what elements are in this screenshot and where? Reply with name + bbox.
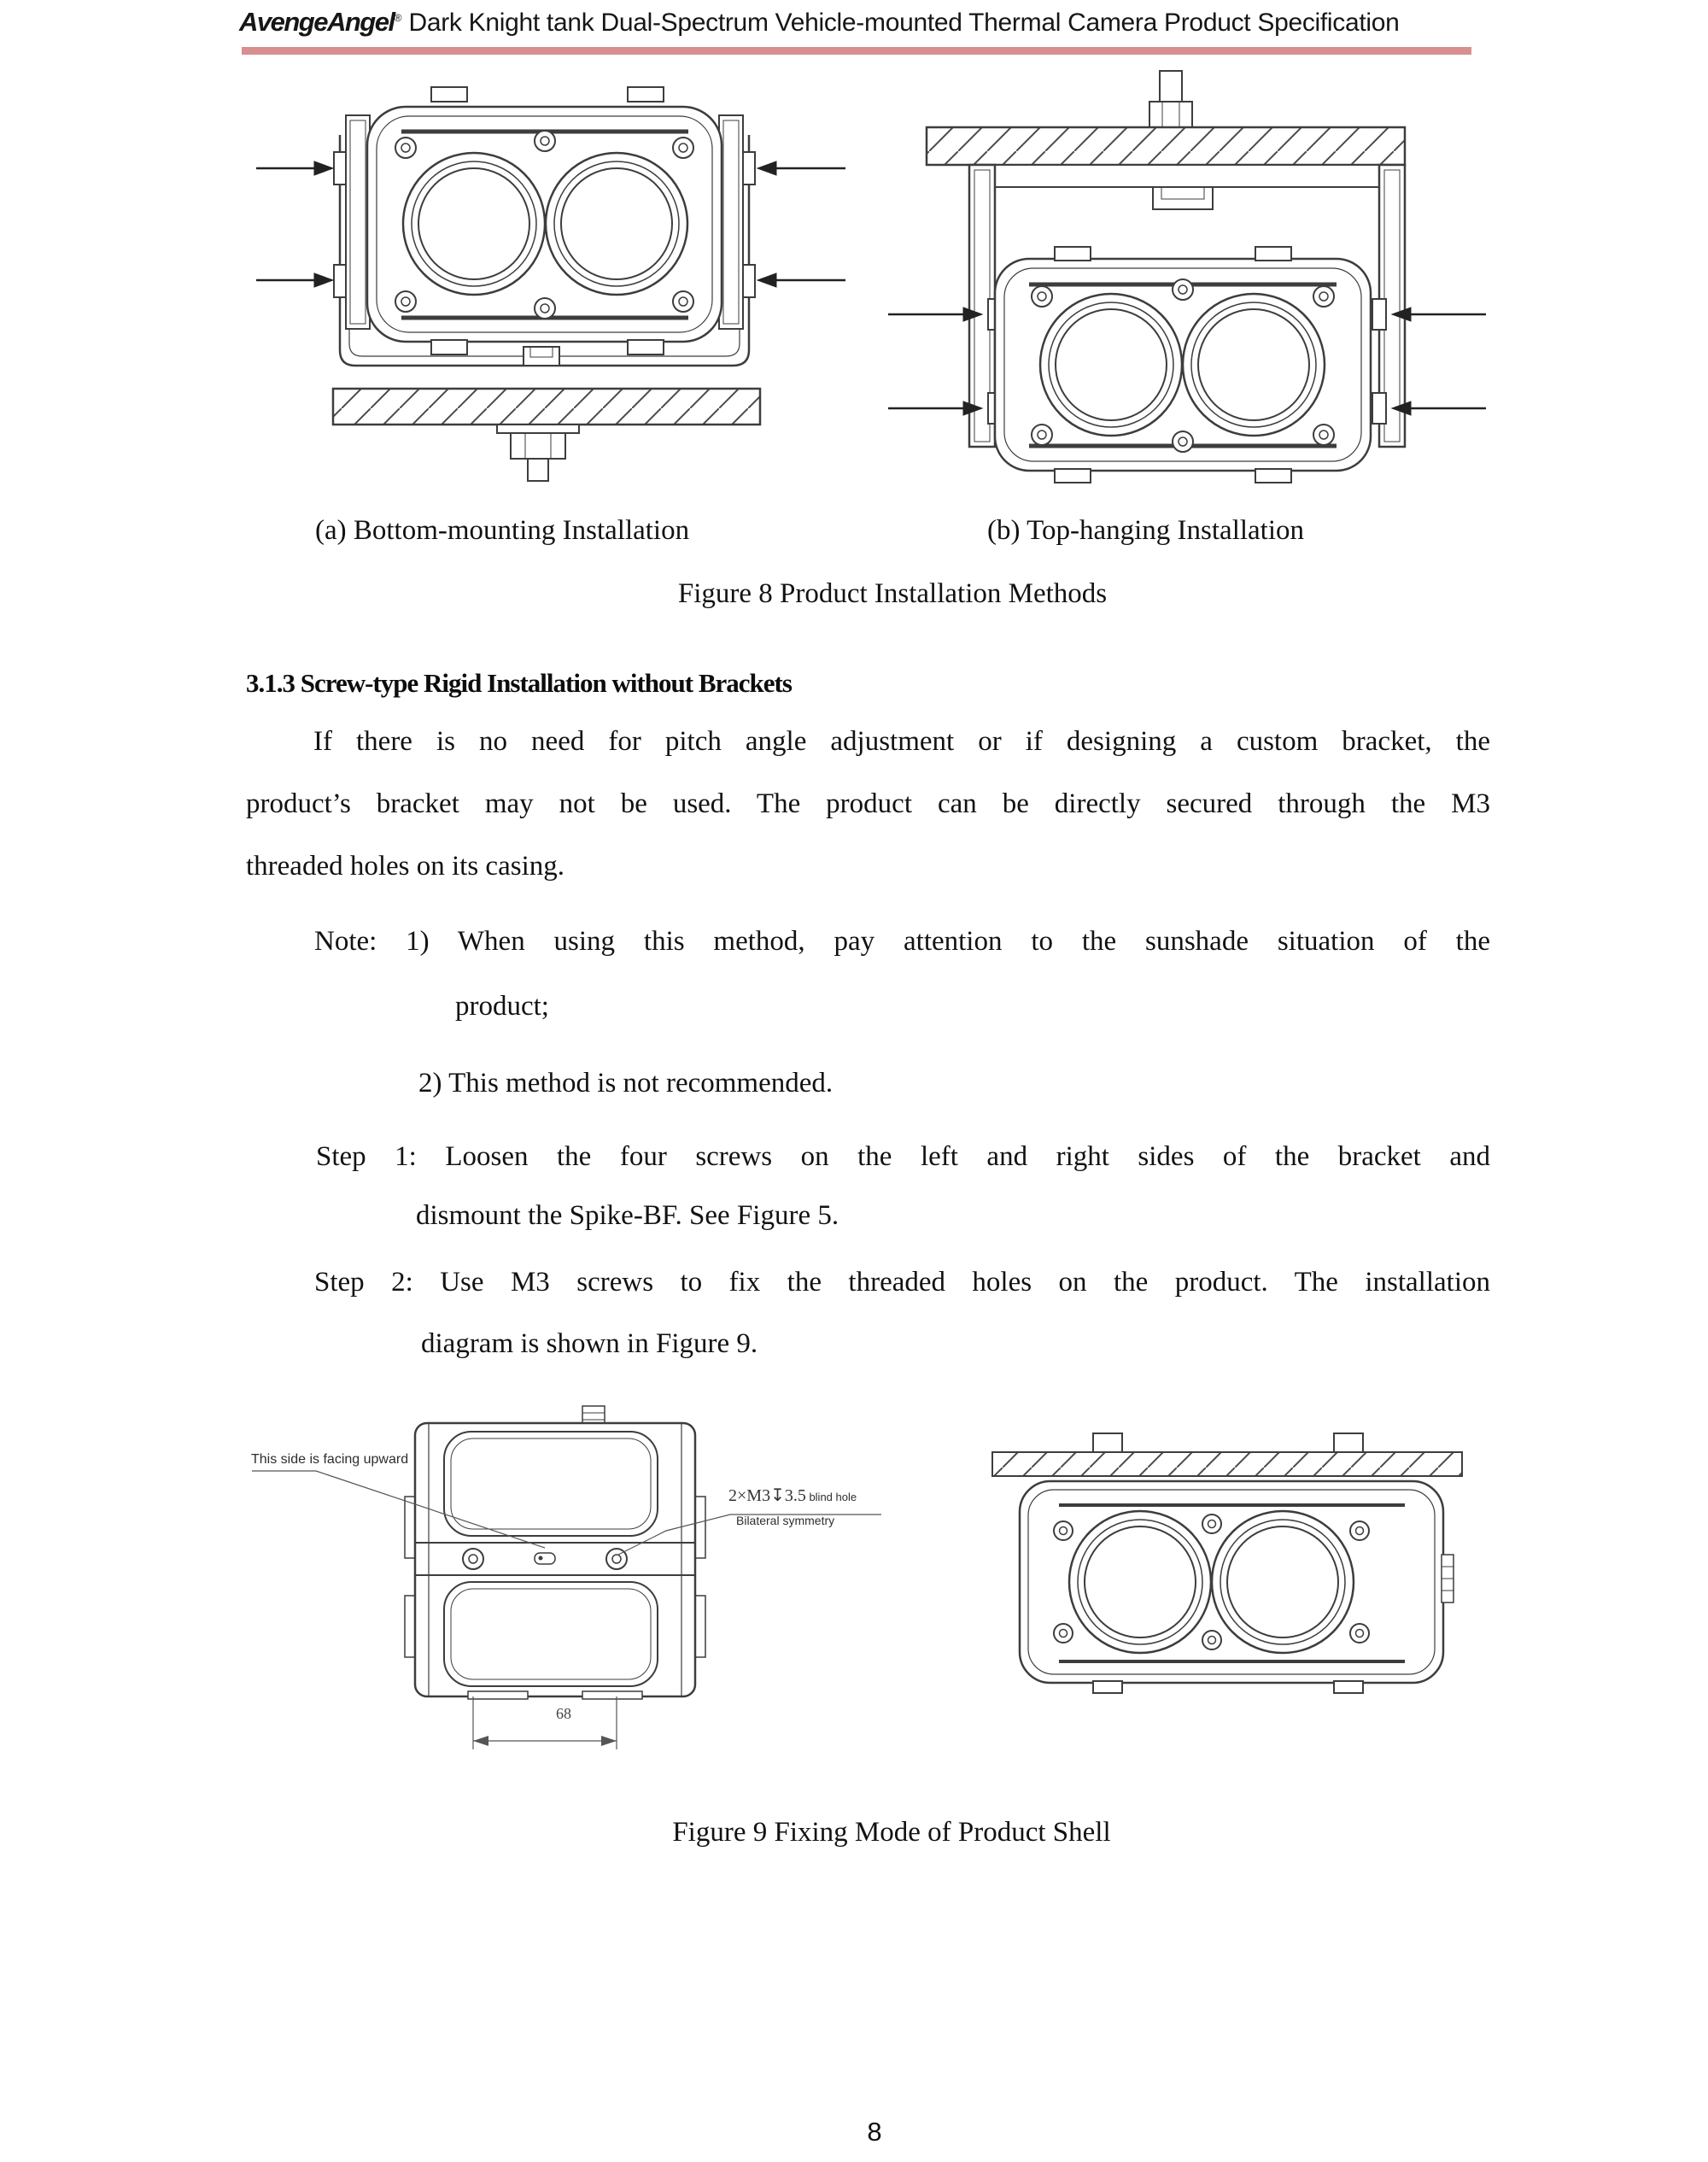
step-line: Step 1: Loosen the four screws on the left and right sides of the bracket and bbox=[316, 1141, 1490, 1172]
registered-mark: ® bbox=[394, 12, 402, 24]
figure8-caption-a: (a) Bottom-mounting Installation bbox=[315, 515, 690, 546]
note-line: Note: 1) When using this method, pay attention to the sunshade situation of the bbox=[314, 926, 1490, 957]
step-line: dismount the Spike-BF. See Figure 5. bbox=[416, 1200, 839, 1231]
label-blind-hole bbox=[728, 1485, 857, 1506]
note-line: product; bbox=[455, 991, 549, 1022]
figure8-caption-b: (b) Top-hanging Installation bbox=[987, 515, 1305, 546]
brand-logo: AvengeAngel bbox=[239, 7, 395, 37]
section-heading: 3.1.3 Screw-type Rigid Installation without Brackets bbox=[246, 668, 792, 698]
label-bilateral-symmetry: Bilateral symmetry bbox=[736, 1514, 835, 1527]
dimension-68: 68 bbox=[556, 1705, 571, 1722]
figure9-drawing-front-view bbox=[974, 1409, 1520, 1700]
note-line: 2) This method is not recommended. bbox=[418, 1068, 834, 1099]
label-facing-upward: This side is facing upward bbox=[251, 1452, 409, 1467]
page-header bbox=[239, 7, 1400, 38]
document-title: Dark Knight tank Dual-Spectrum Vehicle-mounted Thermal Camera Product Specification bbox=[408, 9, 1400, 37]
label-blind-hole-suffix: blind hole bbox=[805, 1491, 857, 1503]
figure8-drawing-b bbox=[871, 64, 1503, 491]
body-line: threaded holes on its casing. bbox=[246, 851, 564, 882]
step-line: Step 2: Use M3 screws to fix the threaded holes on the product. The installation bbox=[314, 1267, 1490, 1298]
figure8-caption: Figure 8 Product Installation Methods bbox=[677, 578, 1108, 609]
page-number: 8 bbox=[867, 2117, 882, 2147]
figure9-caption: Figure 9 Fixing Mode of Product Shell bbox=[672, 1817, 1111, 1848]
figure8-drawing-a bbox=[196, 60, 871, 487]
label-blind-hole-dim: 2×M3↧3.5 bbox=[728, 1486, 806, 1505]
header-rule bbox=[242, 47, 1471, 55]
step-line: diagram is shown in Figure 9. bbox=[421, 1328, 758, 1359]
body-line: product’s bracket may not be used. The product can be directly secured through the M3 bbox=[246, 788, 1490, 819]
body-line: If there is no need for pitch angle adjustment or if designing a custom bracket, the bbox=[313, 726, 1490, 757]
